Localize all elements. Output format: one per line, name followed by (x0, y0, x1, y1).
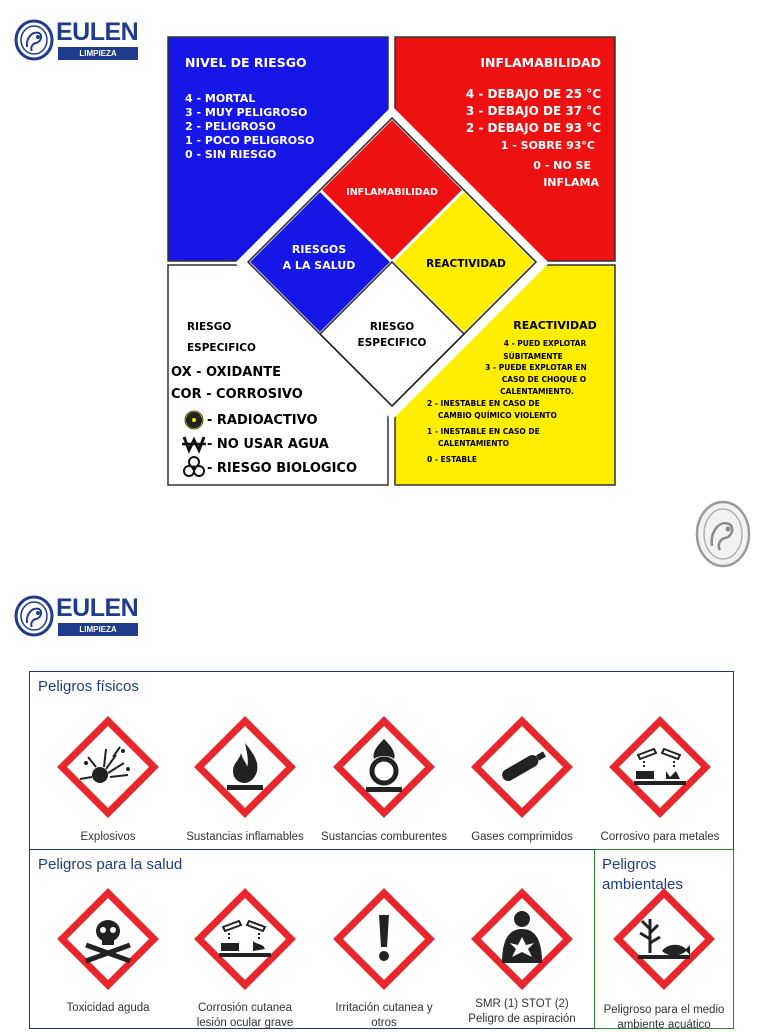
white-item: COR - CORROSIVO (171, 387, 303, 402)
env-hazards-title-1: Peligros (602, 856, 657, 873)
yellow-item: CALENTAMIENTO. (500, 387, 574, 396)
environment-icon (614, 889, 714, 989)
health-hazard-icon (472, 889, 572, 989)
gas-cylinder-icon (472, 717, 572, 817)
caption-acute-toxicity: Toxicidad aguda (66, 1002, 150, 1014)
caption-environment-2: ambiente acuático (617, 1019, 711, 1031)
brand-name: EULEN (56, 18, 139, 46)
diamond-blue-label-2: A LA SALUD (282, 259, 356, 272)
seal-icon (14, 20, 54, 60)
caption-skin-irritation-2: otros (371, 1017, 397, 1029)
caption-explosives: Explosivos (80, 831, 136, 843)
diamond-yellow-label: REACTIVIDAD (426, 258, 506, 270)
yellow-item: CAMBIO QUÍMICO VIOLENTO (438, 411, 557, 420)
physical-hazards-title: Peligros físicos (38, 678, 139, 695)
brand-subtitle: LIMPIEZA (58, 47, 138, 60)
yellow-item: 3 - PUEDE EXPLOTAR EN (485, 363, 587, 372)
brand-name: EULEN (56, 594, 139, 622)
red-item: 1 - SOBRE 93°C (500, 139, 595, 152)
yellow-item: CASO DE CHOQUE O (501, 375, 587, 384)
nfpa-diagram (167, 36, 616, 486)
yellow-item: 2 - INESTABLE EN CASO DE (427, 399, 540, 408)
diamond-blue-label-1: RIESGOS (291, 243, 347, 256)
blue-item: 4 - MORTAL (185, 92, 256, 105)
white-title-2: ESPECIFICO (187, 342, 256, 354)
oxidizer-icon (334, 717, 434, 817)
eulen-logo-bottom (14, 594, 139, 638)
blue-item: 1 - POCO PELIGROSO (185, 134, 315, 147)
bio-label: - RIESGO BIOLOGICO (207, 461, 358, 476)
water-label: - NO USAR AGUA (207, 437, 329, 452)
caption-smr-stot: SMR (1) STOT (2) (475, 998, 569, 1010)
corrosive-metal-icon (610, 717, 710, 817)
caption-smr-stot-2: Peligro de aspiración (468, 1013, 576, 1025)
red-item: 3 - DEBAJO DE 37 °C (465, 104, 601, 118)
yellow-item: 4 - PUED EXPLOTAR (503, 339, 587, 348)
red-item: 0 - NO SE (533, 159, 591, 172)
health-hazards-title: Peligros para la salud (38, 856, 183, 873)
yellow-item: CALENTAMIENTO (438, 439, 509, 448)
skull-icon (58, 889, 158, 989)
caption-flammable: Sustancias inflamables (186, 831, 304, 843)
blue-item: 2 - PELIGROSO (185, 120, 276, 133)
blue-item: 3 - MUY PELIGROSO (185, 106, 308, 119)
red-item: 4 - DEBAJO DE 25 °C (465, 87, 601, 101)
diamond-white-label-1: RIESGO (369, 321, 415, 333)
diamond-white-label-2: ESPECIFICO (357, 337, 427, 349)
red-title: INFLAMABILIDAD (480, 55, 601, 70)
blue-item: 0 - SIN RIESGO (185, 148, 277, 161)
flame-icon (195, 717, 295, 817)
env-hazards-title-2: ambientales (602, 876, 683, 893)
yellow-title: REACTIVIDAD (513, 319, 597, 332)
eulen-logo-top (14, 18, 139, 62)
yellow-item: SÚBITAMENTE (503, 352, 563, 361)
white-title-1: RIESGO (187, 321, 232, 333)
caption-environment: Peligroso para el medio (603, 1004, 725, 1016)
exclamation-icon (334, 889, 434, 989)
yellow-item: 1 - INESTABLE EN CASO DE (427, 427, 540, 436)
brand-subtitle: LIMPIEZA (58, 623, 138, 636)
caption-skin-corrosion-2: lesión ocular grave (196, 1017, 294, 1029)
red-item: 2 - DEBAJO DE 93 °C (465, 121, 601, 135)
caption-skin-corrosion: Corrosión cutanea (198, 1002, 292, 1014)
explosive-icon (58, 717, 158, 817)
white-item: OX - OXIDANTE (171, 365, 281, 380)
blue-title: NIVEL DE RIESGO (185, 55, 307, 70)
caption-corrosive-metals: Corrosivo para metales (600, 831, 720, 843)
radio-label: - RADIOACTIVO (207, 413, 318, 428)
caption-compressed-gas: Gases comprimidos (471, 831, 573, 843)
corrosion-icon (195, 889, 295, 989)
caption-skin-irritation: Irritación cutanea y (335, 1002, 433, 1014)
red-item: INFLAMA (543, 176, 599, 189)
caption-oxidizing: Sustancias comburentes (321, 831, 447, 843)
corner-seal-icon (695, 500, 751, 568)
seal-icon (14, 596, 54, 636)
yellow-item: 0 - ESTABLE (427, 455, 478, 464)
diamond-red-label: INFLAMABILIDAD (346, 187, 438, 198)
